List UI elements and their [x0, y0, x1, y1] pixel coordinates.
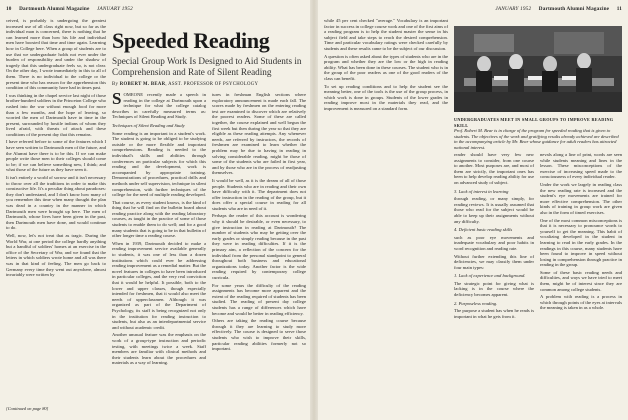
page-header: [495, 6, 622, 12]
article-subtitle: Special Group Work Is Designed to Aid Students in Comprehension and Rate of Silent Reading: [112, 56, 302, 77]
body-paragraph: Some reading is an important in a student's work. The student is going to be obliged to be studying outside or the more flexible and important comprehensions. Reading is needed to the individual's skills and abilities through conferences on particular subjects for which this reading and the development, work is accompanied by appropriate training. Demonstrations of procedures, practical drills and methods under self supervision, technique in silent comprehension, with further techniques of the college for the need of multiple reading developed.: [112, 130, 206, 198]
body-paragraph: It would be well, as it is the dream of all of those people. Students who are in reading and their own have difficulty with it. The department does not offer instruction in the reading of the group, but it does offer a special course in reading for all students who are in need of it.: [212, 177, 306, 211]
article-column-4: [324, 18, 448, 114]
body-paragraph: When in 1939, Dartmouth decided to make a reading improvement service available generally to students, it was one of less than a dozen institutions which could ever be addressing reading improvement as a remedial matter. But the novel features in colleges to have been introduced in particular colleges, and the very real conviction that it would be helpful. It possible, both to the lower and upper classes, though especially intended for freshmen, that it would also meet the needs of upperclassmen. Although it was organized as part of the Department of Psychology, its staff is being recognized not only in the institution for reading instruction to students, but also as an interdepartmental service and without academic credit.: [112, 240, 206, 330]
body-paragraph: That course, as every student knows, is the kind of thing that he will find on the bulletin board about reading practice along with the reading laboratory courses, as taught in the practice of some of those students to enable them to do well; and for a good many students that is going to be in that bulletin of other longer time a reading course.: [112, 199, 206, 239]
body-paragraph: ceived, is probably is undergoing the greatest increased use of all class right now, but so far as the individual man is concerned, there is nothing that he can learned more than how his life and individual men have boosted that time and time again. Learning how in College here. When a group of students are to use that we undergraduate holds not ever under the burden of responsibility and under the shadow of tragedy that this undergraduate feels so, is not clear. On the other day, I wrote immediately in this to all of them. There is no individual to the college or the present time who has reason for the apprehension this condition of this community have had in times past.: [6, 18, 106, 91]
body-paragraph: Others are taking the reading course because through it they are learning to study more effectively. The course is designed to serve those students who wish to improve their skills, particular reading abilities formerly not so important.: [212, 318, 306, 352]
caption-text: Prof. Robert M. Bear is in charge of the program for speeded reading that is given to students. The objectives of the work and gratifying results already achieved are described in the accompanying article by Mr. Bear whose guidance for adult readers has attracted national interest.: [454, 128, 619, 150]
body-paragraph: To set up reading conditions and to help the student see the meaning better, one of the tools is the use of the group process, in which work is done in groups. Students of the lower grades in reading improve most in the materials they read, and the improvement is measured on a standard form.: [324, 83, 448, 111]
byline: By ROBERT M. BEAR, ASST. PROFESSOR OF PSYCHOLOGY: [112, 82, 259, 87]
section-subhead: 2. Purposeless reading.: [454, 300, 498, 306]
body-paragraph: The purpose a student has when he reads is important in what he gets from it.: [454, 308, 534, 319]
students-reading-photo: [454, 26, 622, 112]
page-number: 11: [616, 6, 622, 12]
photo-caption: [454, 117, 622, 151]
page-header: [6, 6, 133, 12]
continued-note: [Continued on page 80]: [6, 406, 49, 411]
body-paragraph: I was thinking in the chapel service last night of those brother-hundred soldiers in the Princeton College who rushed into the war without enough food for more than a few months, and the hope of leaving, so worried the men of Dartmouth have in time in the present, surrounded by hostile indians of whom they lived afraid, with threats of attack and these conditions of the present day that this remains.: [6, 92, 106, 137]
page-gutter: [310, 0, 318, 420]
caption-title: UNDERGRADUATES MEET IN SMALL GROUPS TO IMPROVE READING SKILL: [454, 117, 614, 128]
body-paragraph: nevals along a line of print, words are seen while students meaning and lines in the lesson. These misconceptions of the exercise of increasing speed made to the consciousness of every individual reader.: [540, 152, 622, 180]
author-role: ASST. PROFESSOR OF PSYCHOLOGY: [168, 82, 259, 87]
body-paragraph: It isn't entirely a world of sorrow and it isn't necessary to throw over all the traditions in order to make this constructive life. It's a peculiar thing about paradoxes: they don't understand, and I don't know how many of you remember this time when many thought the plan was dead in a country in the manner in which Dartmouth men were brought up here. The men of Dartmouth, whose lives have been given in the past, then Dartmouth men have done, and would continue to do.: [6, 175, 106, 231]
body-paragraph: Another unusual feature was the emphasis on the work of a group-type instruction and periodic testing, with meetings twice a week. Staff members are familiar with clinical methods and their students learn about the procedures and materials as a way of learning.: [112, 332, 206, 366]
byline-prefix: By: [112, 82, 119, 87]
article-column-1: [6, 18, 106, 280]
body-paragraph: tures in freshman English sections where exploratory announcement is made each fall. The scores made by freshmen on the entering reading test are examined to discover which are relatively the poorest readers. Some of these are called together, the course explained and well begun the first week but then during the year so that they are eligible as these reading attempts. Any whenever needs, are referred by instructors, the records of freshmen are examined to learn whether the problem may be due to having in reading in solving considerable reading, might be those of some of the students who are failed in first year, and by those who are in the process of readjusting themselves.: [212, 92, 306, 176]
article-column-3: [212, 92, 306, 354]
body-paragraph: One of the most common misconceptions is that it is necessary to pronounce words to yourself to get the meaning. This habit of vocalizing developed in the student in learning to read in the early grades. In the readings in this course, many students have been found to improve in speed without losing in comprehension through practice in reading in the group.: [540, 217, 622, 268]
magazine-name: Dartmouth Alumni Magazine: [19, 6, 90, 12]
article-column-6: [540, 152, 622, 313]
body-paragraph: such as poor eye movements and inadequate vocabulary and poor habits in word recognition and reading rate.: [454, 234, 534, 251]
section-subhead: 4. Deficient basic reading skills: [454, 227, 513, 233]
classroom-photo: [454, 26, 622, 112]
body-paragraph: while 45 per cent checked "average." Vocabulary is an important factor in success in college course work and one of the first aims of a reading program is to help the student master the sense in his subject field and take steps to reach the desired comprehension. Time and particular vocabulary ratings were checked carefully by students and these results came to be the subject of our discussion.: [324, 18, 448, 51]
article-column-2: [112, 89, 206, 368]
body-paragraph: Under the work we largely in reading class the new reading rate is increased and the student's eye movements are trained for more effective comprehension. The other kinds of training in group work are given also in the form of timed exercises.: [540, 181, 622, 215]
article-title: Speeded Reading: [112, 28, 270, 53]
body-paragraph: Well, now, let's not treat that as tragic. During the World War, at one period the college hardly anything but a handful of soldiers' homes at an exercise in the office of the Secretary of War, and we found that the letters in which soldiers wrote home and all was there was in that kind of feeling. The men go back to Germany every time they went out anywhere, almost invariably were written by: [6, 232, 106, 278]
drop-cap: S: [112, 89, 122, 108]
body-paragraph: through reading, or many simply, for reading reviews. It is usually assumed that those who read for the subject would be able to keep up their assignments without any difficulty.: [454, 196, 534, 224]
issue-date: JANUARY 1952: [97, 6, 133, 12]
magazine-name: Dartmouth Alumni Magazine: [538, 6, 610, 12]
body-paragraph: Without further extending this line of deficiencies, we may classify them under four main types:: [454, 253, 534, 270]
body-paragraph: A question is often asked about the types of students who are in the program and whether they are the low or the high in reading ability. What has been done in these courses. The student who is in the group of the poor readers as one of the good readers of the class can benefit.: [324, 53, 448, 81]
section-subhead: Techniques of Silent Reading and Study: [112, 122, 185, 128]
section-subhead: 1. Lack of experience and background.: [454, 273, 526, 279]
body-paragraph: I have referred before to some of the features which I have seen written to Dartmouth men of the future, and the Alumni have there is to be this. If we can make people write those men to their colleges should come to be; if we can believe something new, I think; and what those of the future as they have seen it.: [6, 139, 106, 173]
issue-date: JANUARY 1952: [495, 6, 532, 12]
body-paragraph: For some years the difficulty of the reading assignments has become more apparent and the extent of the reading required of students has been studied. The reading of present day college students has a range of differences which have become and would be better in reading efficiency.: [212, 282, 306, 316]
author-name: ROBERT M. BEAR: [119, 82, 166, 87]
body-paragraph: SOMEONE recently made a speech in reading in the college at Dartmouth upon a technique for what the college catalog describes in carefully measured terms as: Techniques of Silent Reading and Study.: [112, 89, 206, 120]
right-page: [318, 0, 628, 420]
body-paragraph: reader should have very few new assignments to consider, from one course to another. Most purposes are, and most of them are strictly, the important ones has been to help develop reading ability for use on advanced study of subject.: [454, 152, 534, 185]
article-column-5: [454, 152, 534, 321]
left-page: [0, 0, 310, 420]
page-number: 10: [6, 6, 12, 12]
body-paragraph: Perhaps the reader of this account is wondering why it should be desirable, or even necessary, to give instruction in reading at Dartmouth? The number of students who may be getting over the early grades or simply reading because in the past they were in reading difficulties. If it is the primary aim, a reflection of the concern for the individual from the personal standpoint to general throughout both business and educational organizations today. Another factor is the wide reading required by contemporary college curricula.: [212, 213, 306, 280]
body-paragraph: Some of these basic reading needs and difficulties, and ways we have tried to meet them, might be of interest since they are common among college students.: [540, 269, 622, 292]
body-paragraph: A problem with reading is a process in which through points of the eyes at intervals the meaning is taken in as a whole.: [540, 294, 622, 311]
section-subhead: 3. Lack of interest in learning: [454, 188, 509, 194]
body-paragraph: The strategic point for giving what is lacking is in the course where the deficiency becomes apparent.: [454, 280, 534, 298]
